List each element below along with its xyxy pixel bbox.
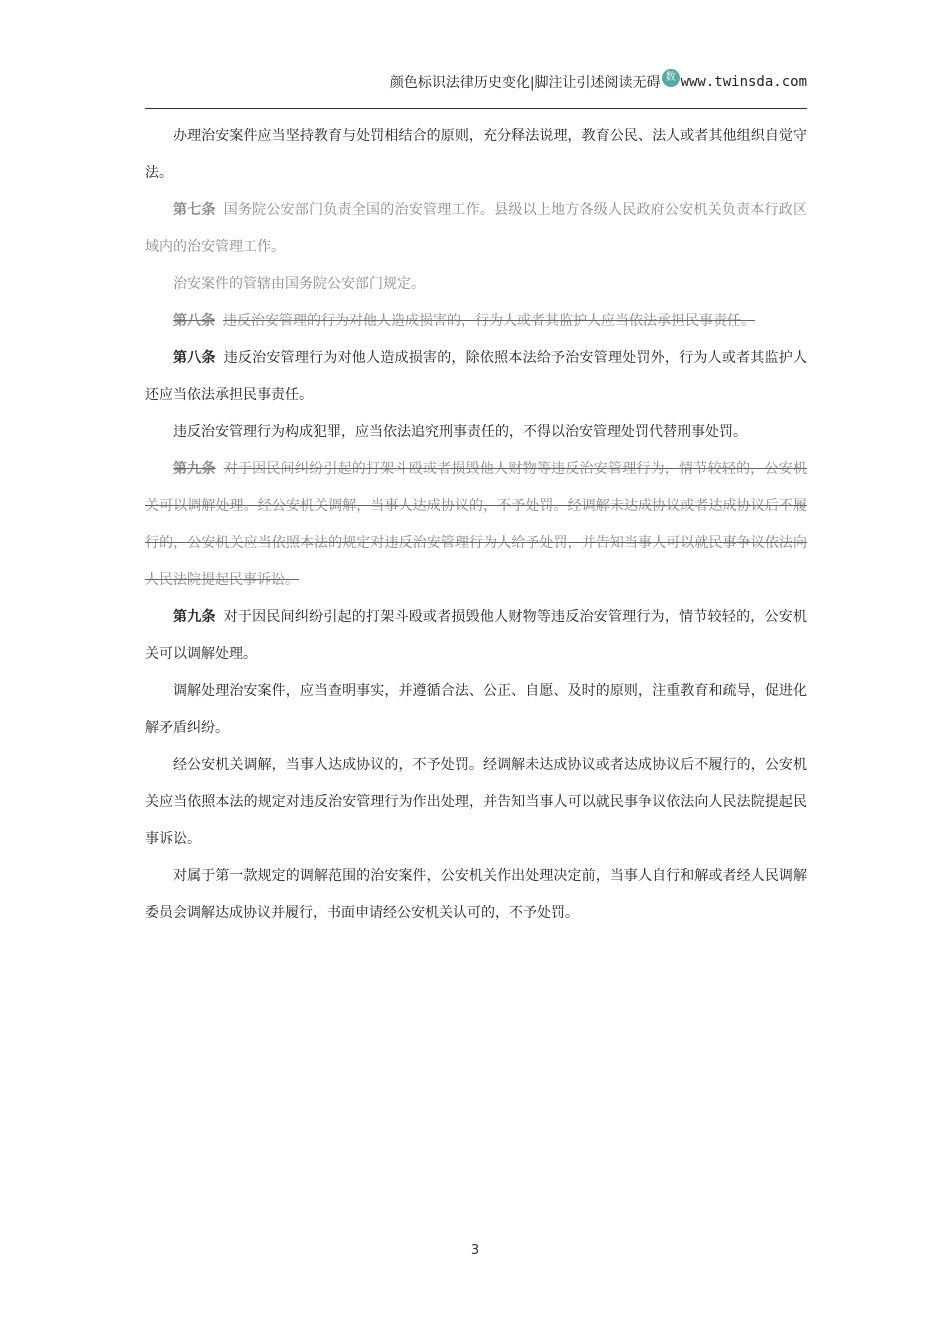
header-site-url[interactable]: www.twinsda.com	[680, 74, 807, 90]
article-paragraph	[145, 340, 807, 414]
paragraph-text: 对属于第一款规定的调解范围的治安案件，公安机关作出处理决定前，当事人自行和解或者经人民调解委员会调解达成协议并履行，书面申请经公安机关认可的，不予处罚。	[145, 868, 807, 921]
article-label: 第九条	[173, 609, 216, 625]
twinsda-logo-icon: 数	[662, 69, 680, 87]
paragraph-text: 违反治安管理行为构成犯罪，应当依法追究刑事责任的，不得以治安管理处罚代替刑事处罚。	[173, 424, 747, 440]
paragraph-text: 国务院公安部门负责全国的治安管理工作。县级以上地方各级人民政府公安机关负责本行政区域内的治安管理工作。	[145, 202, 808, 255]
paragraph-text: 对于因民间纠纷引起的打架斗殴或者损毁他人财物等违反治安管理行为，情节较轻的，公安机关可以调解处理。	[145, 609, 808, 662]
header-divider	[145, 108, 807, 109]
clause-paragraph	[145, 266, 807, 303]
article-label: 第八条	[173, 350, 216, 366]
clause-paragraph	[145, 118, 807, 192]
clause-paragraph	[145, 673, 807, 747]
header-title: 颜色标识法律历史变化|脚注让引述阅读无碍	[389, 75, 661, 91]
paragraph-text: 违反治安管理行为对他人造成损害的，除依照本法给予治安管理处罚外，行为人或者其监护人还应当依法承担民事责任。	[145, 350, 808, 403]
article-label: 第八条	[173, 313, 215, 329]
article-paragraph	[145, 303, 807, 340]
clause-paragraph	[145, 858, 807, 932]
document-body	[145, 118, 807, 932]
page-number: 3	[470, 1243, 480, 1258]
article-paragraph	[145, 192, 807, 266]
page-header	[145, 68, 807, 96]
clause-paragraph	[145, 747, 807, 858]
paragraph-text: 对于因民间纠纷引起的打架斗殴或者损毁他人财物等违反治安管理行为，情节较轻的，公安机关可以调解处理。经公安机关调解，当事人达成协议的，不予处罚。经调解未达成协议或者达成协议后不履行的，公安机关应当依照本法的规定对违反治安管理行为人给予处罚，并告知当事人可以就民事争议依法向人民法院提起民事诉讼。	[145, 461, 808, 588]
article-label: 第七条	[173, 202, 216, 218]
article-paragraph	[145, 451, 807, 599]
paragraph-text: 办理治安案件应当坚持教育与处罚相结合的原则，充分释法说理，教育公民、法人或者其他组织自觉守法。	[145, 128, 807, 181]
paragraph-text: 治安案件的管辖由国务院公安部门规定。	[173, 276, 425, 292]
paragraph-text: 调解处理治安案件，应当查明事实，并遵循合法、公正、自愿、及时的原则，注重教育和疏导，促进化解矛盾纠纷。	[145, 683, 807, 736]
article-label: 第九条	[173, 461, 216, 477]
paragraph-text: 经公安机关调解，当事人达成协议的，不予处罚。经调解未达成协议或者达成协议后不履行的，公安机关应当依照本法的规定对违反治安管理行为作出处理，并告知当事人可以就民事争议依法向人民法院提起民事诉讼。	[145, 757, 807, 847]
paragraph-text: 违反治安管理的行为对他人造成损害的，行为人或者其监护人应当依法承担民事责任。	[223, 313, 755, 329]
article-paragraph	[145, 599, 807, 673]
clause-paragraph	[145, 414, 807, 451]
